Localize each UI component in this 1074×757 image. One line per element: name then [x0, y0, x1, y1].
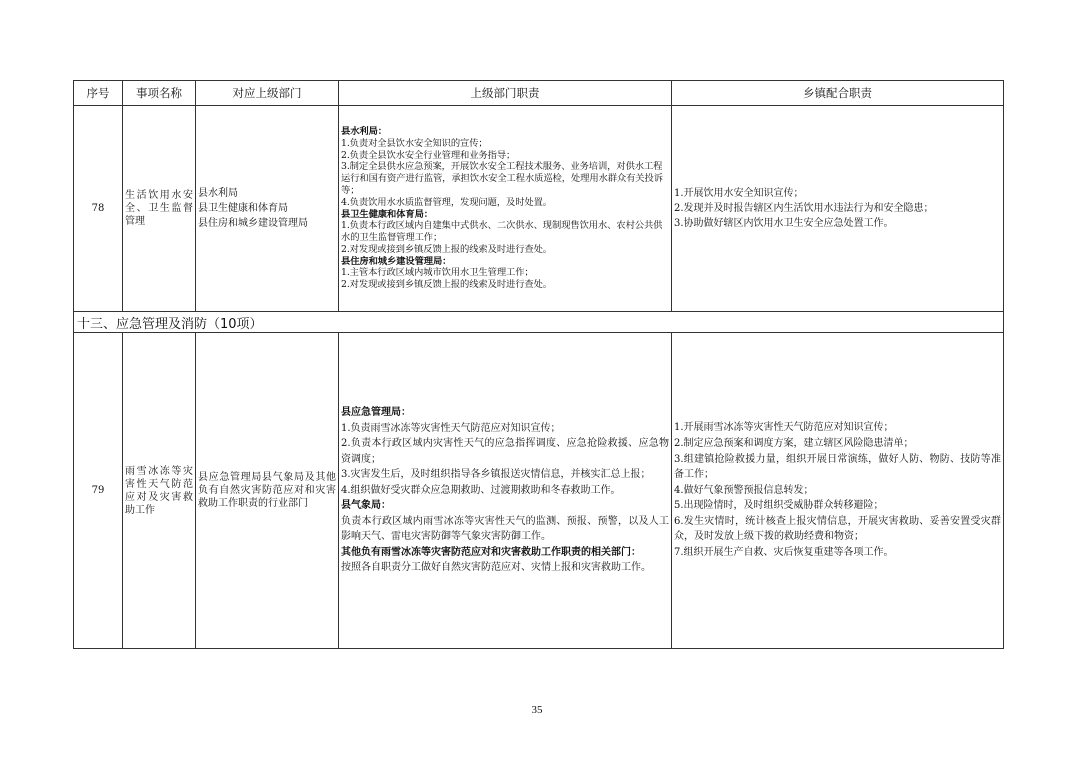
duty-item: 4.组织做好受灾群众应急期救助、过渡期救助和冬春救助工作。: [341, 484, 621, 496]
coop-item: 1.开展饮用水安全知识宣传；: [674, 188, 804, 199]
duty-item: 2.对发现或接到乡镇反馈上报的线索及时进行查处。: [341, 279, 553, 291]
coop-item: 4.做好气象预警预报信息转发；: [674, 484, 814, 496]
section-title: 十三、应急管理及消防（10项）: [74, 312, 1004, 333]
coop-item: 7.组织开展生产自救、灾后恢复重建等各项工作。: [674, 547, 894, 559]
row-seq: 79: [74, 333, 123, 649]
row-item-name: 生活饮用水安全、卫生监督管理: [123, 106, 196, 312]
coop-item: 3.组建镇抢险救援力量，组织开展日常演练，做好人防、物防、技防等准备工作；: [674, 453, 1001, 481]
duty-item: 4.负责饮用水水质监督管理，发现问题，及时处置。: [341, 196, 553, 208]
header-seq: 序号: [74, 81, 123, 106]
duty-item: 1.负责本行政区域内自建集中式供水、二次供水、现制现售饮用水、农村公共供水的卫生监督管理工作；: [341, 220, 663, 244]
coop-item: 2.发现并及时报告辖区内生活饮用水违法行为和安全隐患；: [674, 203, 934, 214]
row-depts: 县应急管理局县气象局及其他负有自然灾害防范应对和灾害救助工作职责的行业部门: [196, 333, 339, 649]
duty-dept-heading: 县水利局：: [341, 125, 387, 137]
duty-item: 2.负责本行政区域内灾害性天气的应急指挥调度、应急抢险救援、应急物资调度；: [341, 438, 669, 465]
header-superior-dept: 对应上级部门: [196, 81, 339, 106]
header-row: [74, 81, 1004, 106]
duty-item: 负责本行政区域内雨雪冰冻等灾害性天气的监测、预报、预警，以及人工影响天气、雷电灾害防御等气象灾害防御工作。: [341, 515, 669, 543]
duty-dept-heading: 县气象局：: [341, 500, 391, 512]
row-item-name: 雨雪冰冻等灾害性天气防范应对及灾害救助工作: [123, 333, 196, 649]
responsibility-table: [73, 80, 1004, 649]
duty-dept-heading: 其他负有雨雪冰冻等灾害防范应对和灾害救助工作职责的相关部门：: [341, 546, 641, 558]
page-number: 35: [531, 704, 543, 716]
table-row-79: [74, 333, 1004, 649]
coop-item: 6.发生灾情时，统计核查上报灾情信息，开展灾害救助、妥善安置受灾群众，及时发放上级下拨的救助经费和物资；: [674, 515, 1001, 543]
duty-item: 3.制定全县供水应急预案，开展饮水安全工程技术服务、业务培训，对供水工程运行和国有资产进行监管，承担饮水安全工程水质巡检，处理用水群众有关投诉等；: [341, 161, 663, 196]
row-seq: 78: [74, 106, 123, 312]
duty-item: 3.灾害发生后，及时组织指导各乡镇报送灾情信息，并核实汇总上报；: [341, 469, 651, 481]
header-superior-duties: 上级部门职责: [339, 81, 672, 106]
dept-item: 县住房和城乡建设管理局: [198, 218, 308, 229]
coop-item: 3.协助做好辖区内饮用水卫生安全应急处置工作。: [674, 218, 894, 229]
row-depts: [196, 106, 339, 312]
row-township-duties: [672, 333, 1004, 649]
coop-item: 2.制定应急预案和调度方案，建立辖区风险隐患清单；: [674, 437, 914, 449]
duty-dept-heading: 县住房和城乡建设管理局：: [341, 255, 452, 267]
header-township-duties: 乡镇配合职责: [672, 81, 1004, 106]
header-item-name: 事项名称: [123, 81, 196, 106]
row-superior-duties: [339, 106, 672, 312]
row-township-duties: [672, 106, 1004, 312]
duty-item: 2.负责全县饮水安全行业管理和业务指导；: [341, 149, 516, 161]
duty-item: 2.对发现或接到乡镇反馈上报的线索及时进行查处。: [341, 243, 553, 255]
duty-item: 1.主管本行政区域内城市饮用水卫生管理工作；: [341, 267, 534, 279]
duty-item: 按照各自职责分工做好自然灾害防范应对、灾情上报和灾害救助工作。: [341, 562, 651, 574]
duty-dept-heading: 县应急管理局：: [341, 407, 411, 419]
duty-item: 1.负责对全县饮水安全知识的宣传；: [341, 137, 488, 149]
duty-dept-heading: 县卫生健康和体育局：: [341, 208, 433, 220]
table-row-78: [74, 106, 1004, 312]
section-row: [74, 312, 1004, 333]
coop-item: 1.开展雨雪冰冻等灾害性天气防范应对知识宣传；: [674, 422, 894, 434]
coop-item: 5.出现险情时，及时组织受威胁群众转移避险；: [674, 500, 884, 512]
row-superior-duties: [339, 333, 672, 649]
dept-item: 县卫生健康和体育局: [198, 203, 288, 214]
duty-item: 1.负责雨雪冰冻等灾害性天气防范应对知识宣传；: [341, 422, 561, 434]
dept-item: 县水利局: [198, 188, 238, 199]
